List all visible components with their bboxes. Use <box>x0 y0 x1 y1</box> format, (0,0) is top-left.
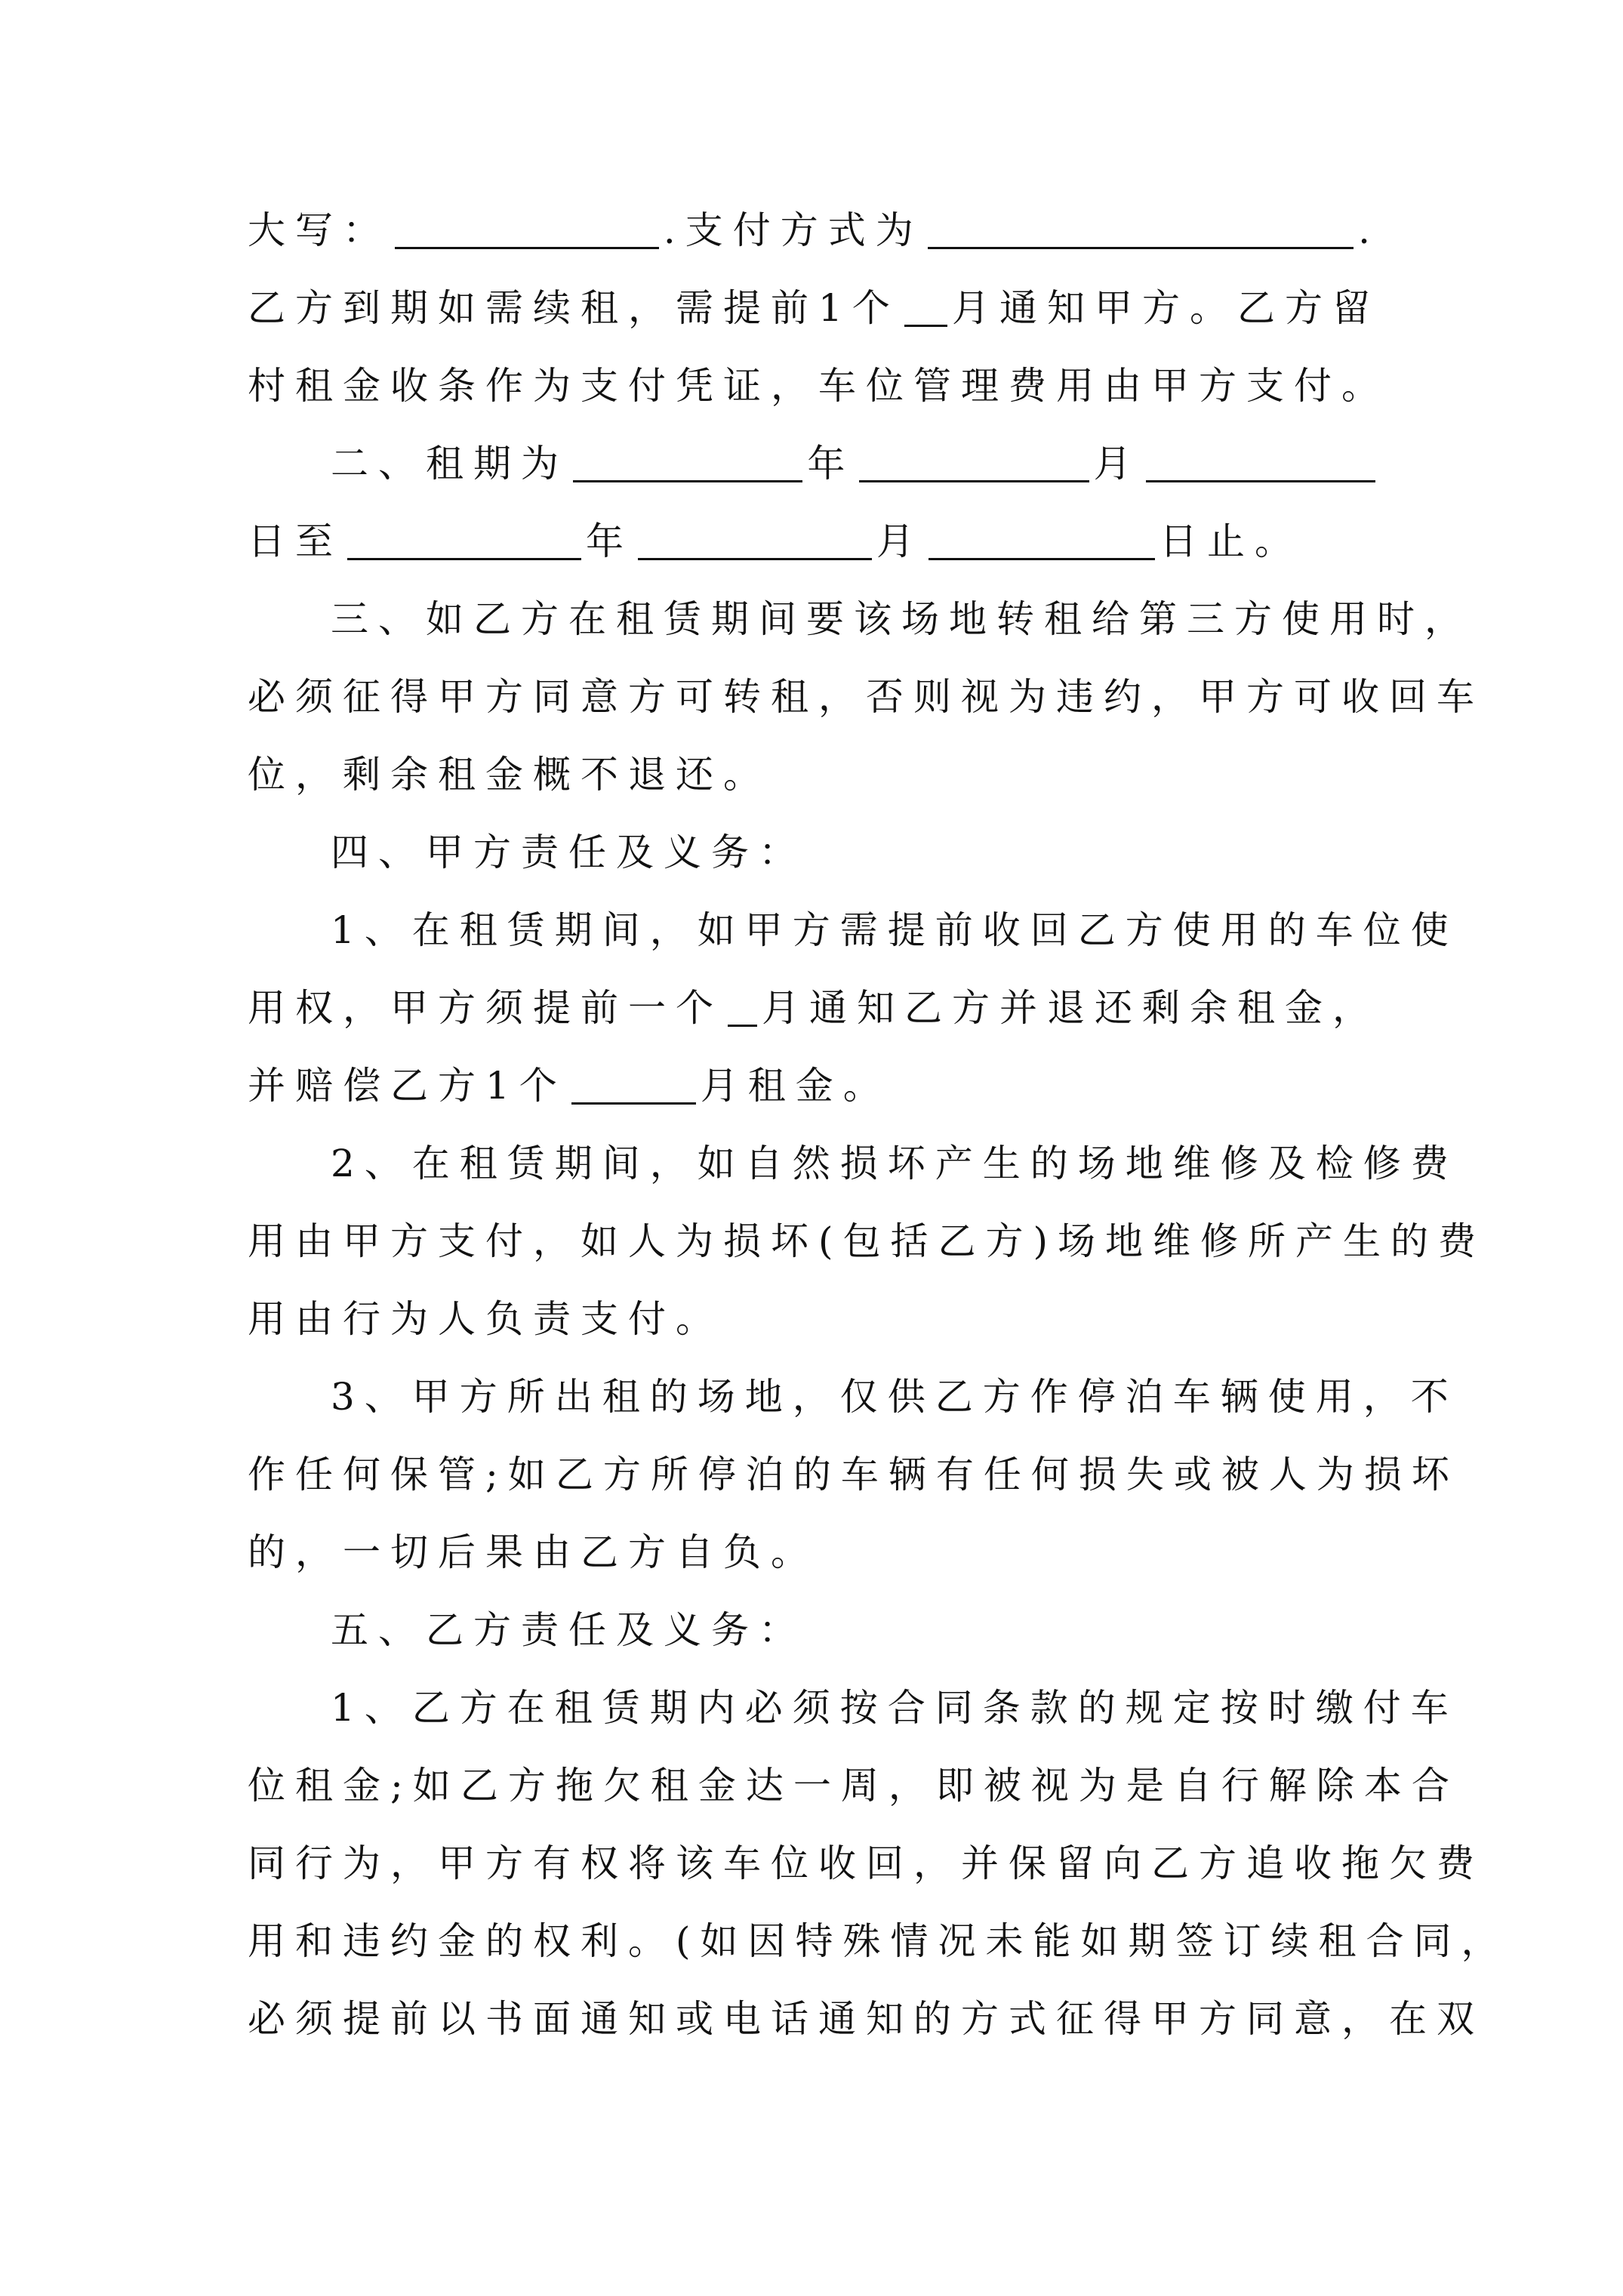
text-segment: 必须提前以书面通知或电话通知的方式征得甲方同意，在双 <box>248 1997 1484 2041</box>
text-segment: 年 <box>807 442 855 485</box>
text-segment: 1、乙方在租赁期内必须按合同条款的规定按时缴付车 <box>331 1686 1458 1730</box>
fill-in-blank[interactable] <box>859 447 1089 482</box>
fill-in-blank[interactable] <box>929 525 1155 560</box>
text-line <box>248 597 1472 641</box>
text-segment: 必须征得甲方同意方可转租，否则视为违约，甲方可收回车 <box>248 675 1484 719</box>
fill-in-blank[interactable] <box>571 1069 696 1105</box>
text-line <box>248 1142 1458 1185</box>
fill-in-blank[interactable] <box>904 291 947 327</box>
text-line <box>248 1997 1484 2041</box>
text-segment: 3、甲方所出租的场地，仅供乙方作停泊车辆使用，不 <box>331 1375 1458 1419</box>
fill-in-blank[interactable] <box>573 447 802 482</box>
text-segment: 月通知甲方。乙方留 <box>952 286 1380 330</box>
text-segment: 村租金收条作为支付凭证，车位管理费用由甲方支付。 <box>248 364 1389 408</box>
text-segment: 大写： <box>248 208 390 252</box>
text-line <box>248 986 1380 1030</box>
text-segment: 乙方到期如需续租，需提前1个 <box>248 286 900 330</box>
text-segment: 月 <box>876 519 924 563</box>
text-segment: 月 <box>1093 442 1141 485</box>
text-segment: 月通知乙方并退还剩余租金， <box>762 986 1380 1030</box>
text-segment: 同行为，甲方有权将该车位收回，并保留向乙方追收拖欠费 <box>248 1841 1484 1885</box>
text-line <box>248 753 1380 797</box>
document-body <box>248 208 1509 2078</box>
text-segment: 位，剩余租金概不退还。 <box>248 753 771 797</box>
text-segment: 月租金。 <box>700 1064 891 1108</box>
text-line <box>248 908 1458 952</box>
text-line <box>248 1764 1459 1808</box>
text-segment: 四、甲方责任及义务： <box>331 831 806 874</box>
text-segment: 五、乙方责任及义务： <box>331 1608 806 1652</box>
text-segment: 2、在租赁期间，如自然损坏产生的场地维修及检修费 <box>331 1142 1458 1185</box>
fill-in-blank[interactable] <box>638 525 872 560</box>
text-segment: 用和违约金的权利。(如因特殊情况未能如期签订续租合同， <box>248 1919 1509 1963</box>
text-segment: 年 <box>586 519 633 563</box>
text-segment: 并赔偿乙方1个 <box>248 1064 567 1108</box>
text-line <box>248 286 1380 330</box>
text-segment: 用权，甲方须提前一个 <box>248 986 723 1030</box>
text-line <box>248 519 1380 563</box>
text-segment: 日至 <box>248 519 343 563</box>
text-line <box>248 1686 1458 1730</box>
text-segment: 日止。 <box>1160 519 1302 563</box>
text-line <box>248 1219 1486 1263</box>
text-line <box>248 675 1484 719</box>
text-segment: . <box>1358 208 1380 252</box>
text-line <box>248 1453 1459 1496</box>
fill-in-blank[interactable] <box>395 214 659 249</box>
text-line <box>248 1841 1484 1885</box>
text-line <box>248 1375 1458 1419</box>
text-segment: 的，一切后果由乙方自负。 <box>248 1530 818 1574</box>
text-segment: 作任何保管;如乙方所停泊的车辆有任何损失或被人为损坏 <box>248 1453 1459 1496</box>
text-segment: 1、在租赁期间，如甲方需提前收回乙方使用的车位使 <box>331 908 1458 952</box>
text-line <box>248 1530 1380 1574</box>
text-line <box>248 442 1380 485</box>
fill-in-blank[interactable] <box>347 525 581 560</box>
text-line <box>248 1919 1509 1963</box>
section-heading <box>248 1608 1380 1652</box>
text-line <box>248 1064 1380 1108</box>
fill-in-blank[interactable] <box>928 214 1354 249</box>
text-segment: 位租金;如乙方拖欠租金达一周，即被视为是自行解除本合 <box>248 1764 1459 1808</box>
text-segment: 用由甲方支付，如人为损坏(包括乙方)场地维修所产生的费 <box>248 1219 1486 1263</box>
section-heading <box>248 831 1380 874</box>
text-line <box>248 364 1389 408</box>
text-segment: 用由行为人负责支付。 <box>248 1297 723 1341</box>
text-segment: 三、如乙方在租赁期间要该场地转租给第三方使用时， <box>331 597 1472 641</box>
text-segment: .支付方式为 <box>663 208 923 252</box>
text-line <box>248 1297 1380 1341</box>
fill-in-blank[interactable] <box>1146 447 1375 482</box>
text-segment: 二、租期为 <box>331 442 568 485</box>
fill-in-blank[interactable] <box>728 991 757 1027</box>
text-line <box>248 208 1380 252</box>
